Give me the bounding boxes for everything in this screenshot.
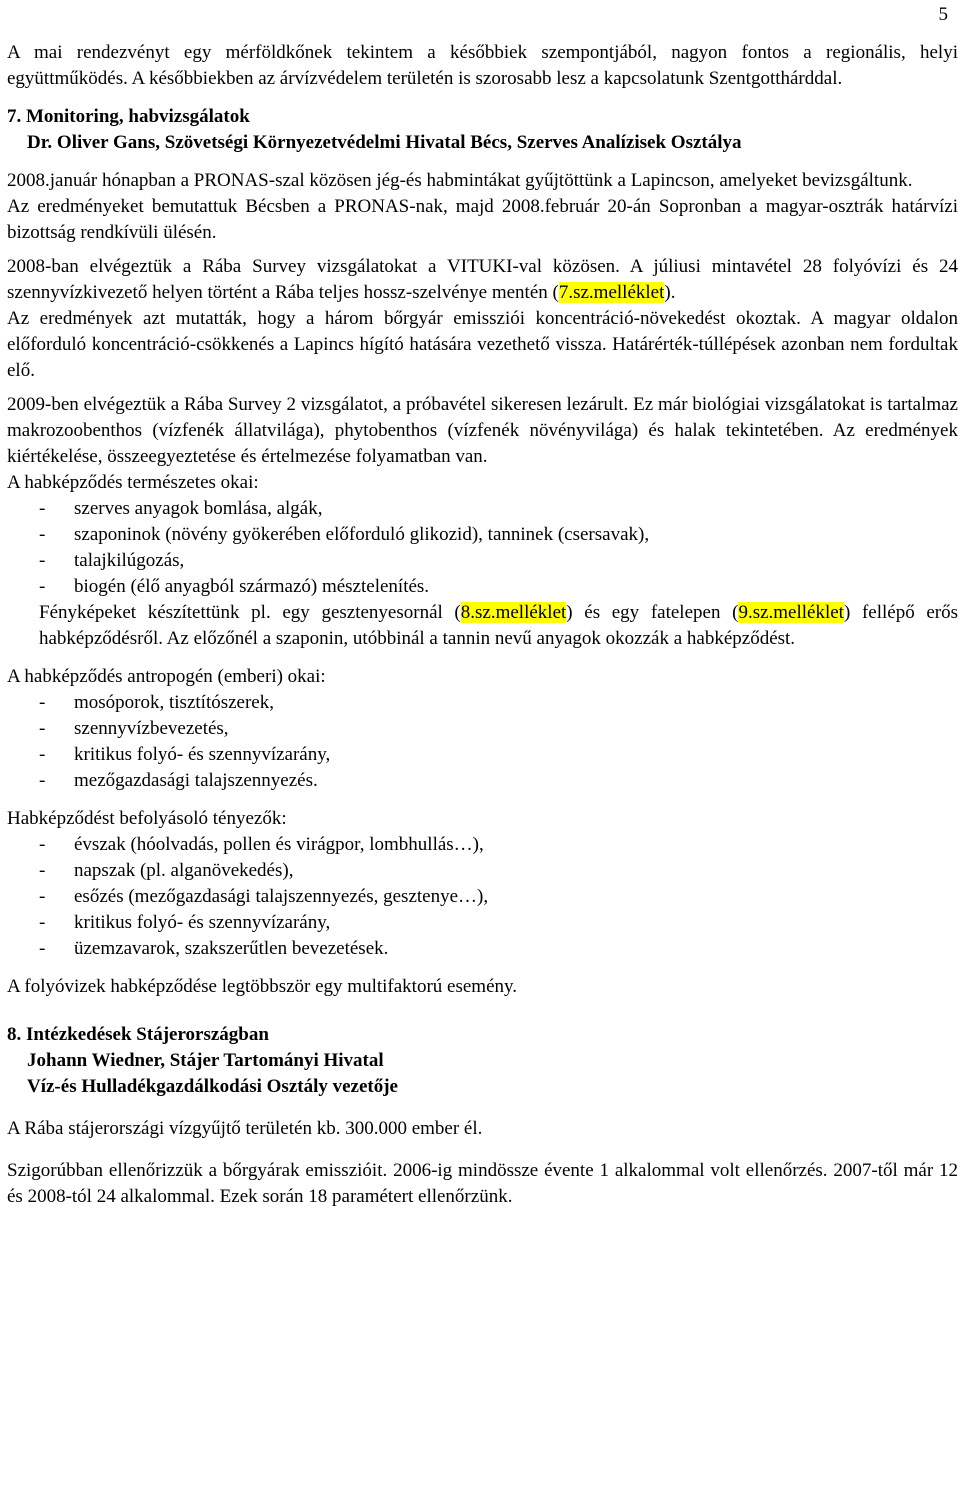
paragraph-raba-survey: 2008-ban elvégeztük a Rába Survey vizsgálatokat a VITUKI-val közösen. A júliusi mintavétel 28 folyóvízi és 24 szennyvízkivezető helyen történt a Rába teljes hossz-szelvénye mentén (7.sz.melléklet).: [7, 256, 958, 303]
paragraph-emission-checks: Szigorúbban ellenőrizzük a bőrgyárak emisszióit. 2006-ig mindössze évente 1 alkalommal volt ellenőrzés. 2007-től már 12 és 2008-tól 24 alkalommal. Ezek során 18 paramétert ellenőrzünk.: [7, 1160, 958, 1207]
natural-causes-list: [7, 496, 958, 600]
natural-causes-heading: A habképződés természetes okai:: [7, 472, 259, 493]
list-item: - esőzés (mezőgazdasági talajszennyezés, gesztenye…),: [7, 884, 958, 910]
influencing-factors-list: [7, 832, 958, 962]
paragraph-multifactor: A folyóvizek habképződése legtöbbször egy multifaktorú esemény.: [7, 976, 518, 997]
paragraph-raba-population: A Rába stájerországi vízgyűjtő területén kb. 300.000 ember él.: [7, 1118, 483, 1139]
list-item: - napszak (pl. alganövekedés),: [7, 858, 958, 884]
intro-paragraph: A mai rendezvényt egy mérföldkőnek tekintem a későbbiek szempontjából, nagyon fontos a regionális, helyi együttműködés. A későbbiekben az árvízvédelem területén is szorosabb lesz a kapcsolatunk Szentgotthárddal.: [7, 42, 958, 89]
list-item: - talajkilúgozás,: [7, 548, 958, 574]
section-8-title: 8. Intézkedések Stájerországban: [7, 1024, 269, 1045]
paragraph-raba-survey-2: 2009-ben elvégeztük a Rába Survey 2 vizsgálatot, a próbavétel sikeresen lezárult. Ez már biológiai vizsgálatokat is tartalmaz makrozoobenthos (vízfenék állatvilága), phytobenthos (vízfenék növényvilága) és halak tekintetében. Az eredmények kiértékelése, összeegyeztetése és értelmezése folyamatban van.: [7, 394, 958, 467]
list-item: - szennyvízbevezetés,: [7, 716, 958, 742]
paragraph-photos: Fényképeket készítettünk pl. egy gesztenyesornál (8.sz.melléklet) és egy fatelepen (9.sz.melléklet) fellépő erős habképződésről. Az előzőnél a szaponin, utóbbinál a tannin nevű anyagok okozzák a habképződést.: [39, 602, 958, 649]
list-item: - szerves anyagok bomlása, algák,: [7, 496, 958, 522]
annex-9-reference: 9.sz.melléklet: [738, 602, 844, 623]
list-item: - kritikus folyó- és szennyvízarány,: [7, 910, 958, 936]
anthropogenic-causes-heading: A habképződés antropogén (emberi) okai:: [7, 666, 326, 687]
section-7-title: 7. Monitoring, habvizsgálatok: [7, 106, 250, 127]
anthropogenic-causes-list: [7, 690, 958, 794]
list-item: - mezőgazdasági talajszennyezés.: [7, 768, 958, 794]
list-item: - biogén (élő anyagból származó) mésztelenítés.: [7, 574, 958, 600]
influencing-factors-heading: Habképződést befolyásoló tényezők:: [7, 808, 287, 829]
paragraph-sampling: 2008.január hónapban a PRONAS-szal közösen jég-és habmintákat gyűjtöttünk a Lapincson, amelyeket bevizsgáltunk.: [7, 170, 913, 191]
section-7-speaker: Dr. Oliver Gans, Szövetségi Környezetvédelmi Hivatal Bécs, Szerves Analízisek Osztálya: [27, 132, 742, 153]
list-item: - mosóporok, tisztítószerek,: [7, 690, 958, 716]
section-8-speaker: Johann Wiedner, Stájer Tartományi Hivatal: [27, 1050, 384, 1071]
list-item: - üzemzavarok, szakszerűtlen bevezetések.: [7, 936, 958, 962]
list-item: - szaponinok (növény gyökerében előforduló glikozid), tanninek (csersavak),: [7, 522, 958, 548]
page-number: 5: [938, 4, 948, 25]
list-item: - évszak (hóolvadás, pollen és virágpor, lombhullás…),: [7, 832, 958, 858]
document-page: [7, 40, 958, 1210]
paragraph-results-presented: Az eredményeket bemutattuk Bécsben a PRONAS-nak, majd 2008.február 20-án Sopronban a magyar-osztrák határvízi bizottság rendkívüli ülésén.: [7, 196, 958, 243]
paragraph-results-tanneries: Az eredmények azt mutatták, hogy a három bőrgyár emissziói koncentráció-növekedést okoztak. A magyar oldalon előforduló koncentráció-csökkenés a Lapincs hígító hatására vezethető vissza. Határérték-túllépések azonban nem fordultak elő.: [7, 308, 958, 381]
section-8-speaker-role: Víz-és Hulladékgazdálkodási Osztály vezetője: [27, 1076, 398, 1097]
list-item: - kritikus folyó- és szennyvízarány,: [7, 742, 958, 768]
annex-8-reference: 8.sz.melléklet: [460, 602, 567, 623]
annex-7-reference: 7.sz.melléklet: [558, 282, 665, 303]
